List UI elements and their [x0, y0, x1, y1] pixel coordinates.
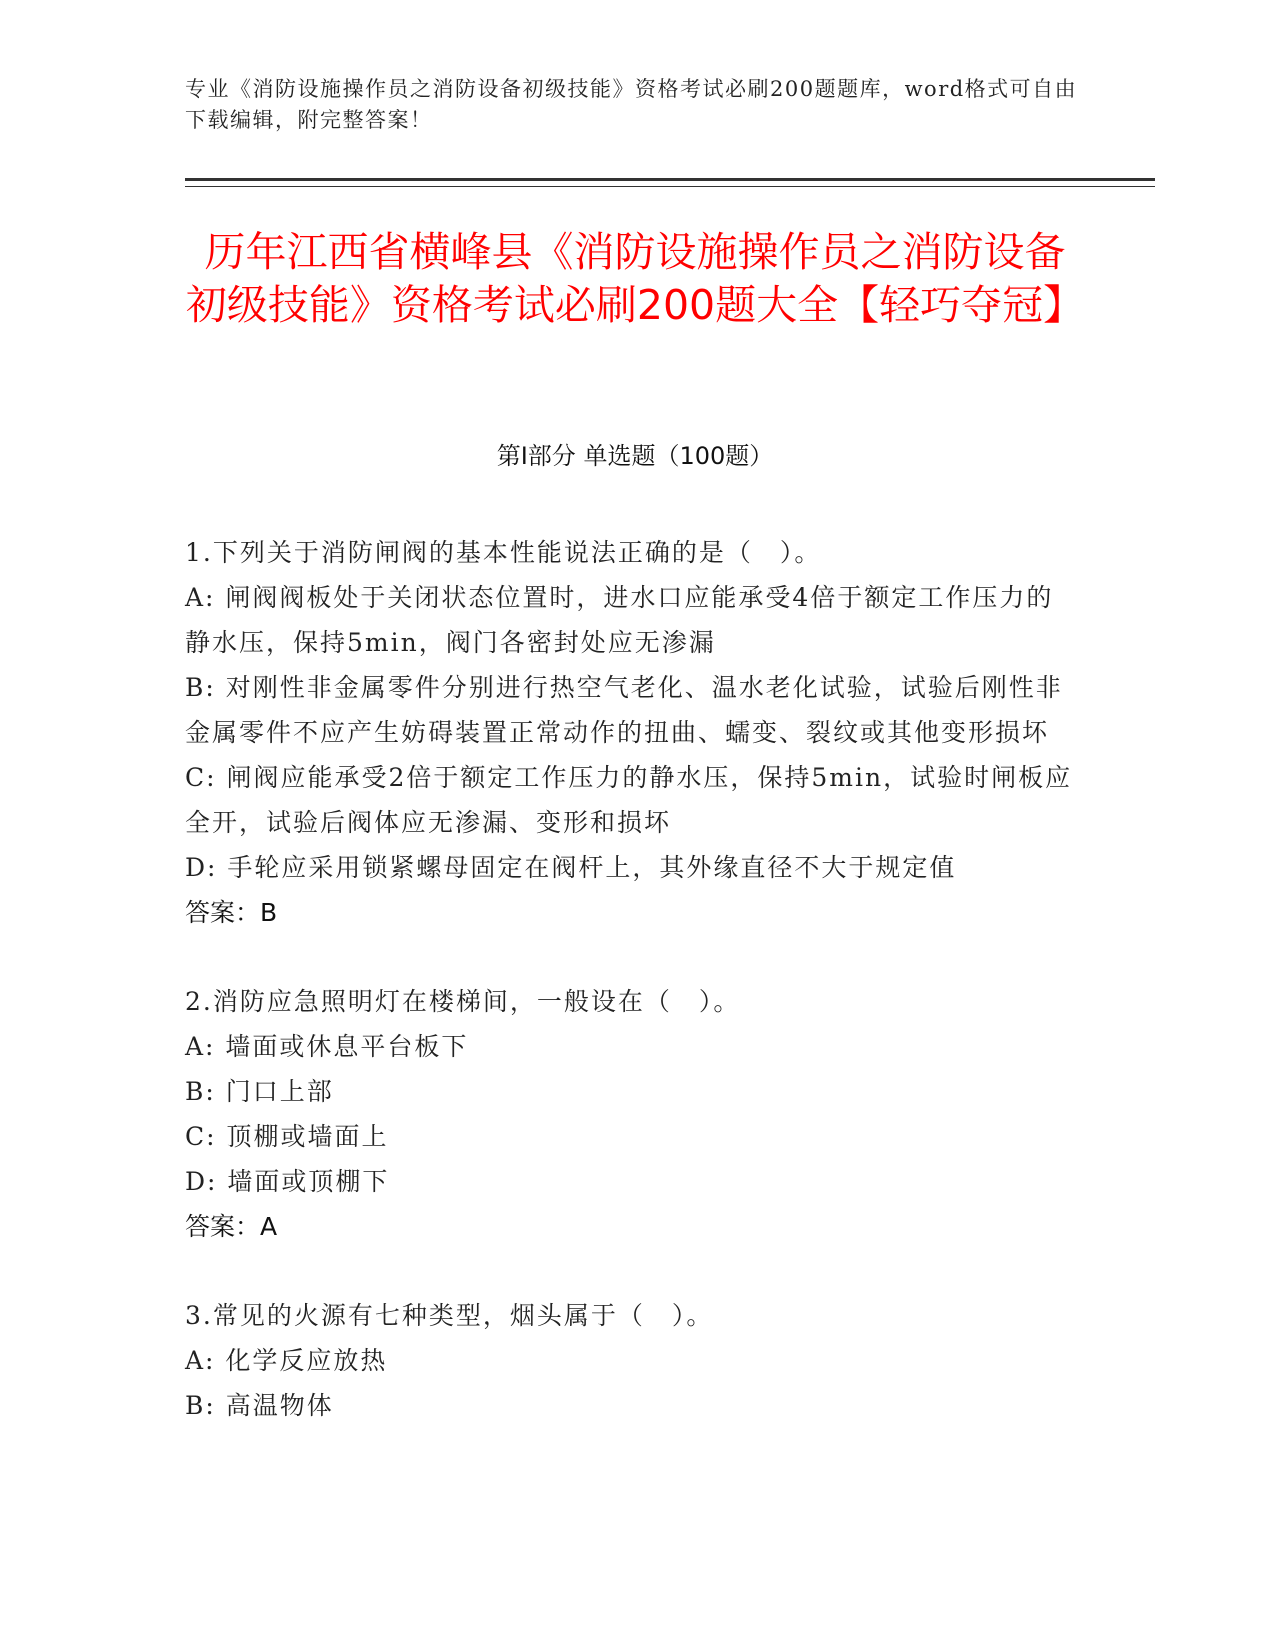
document-title: 历年江西省横峰县《消防设施操作员之消防设备初级技能》资格考试必刷200题大全【轻巧夺冠】: [185, 228, 1085, 329]
option-b: B: 对刚性非金属零件分别进行热空气老化、温水老化试验，试验后刚性非金属零件不应产生妨碍装置正常动作的扭曲、蠕变、裂纹或其他变形损坏: [185, 673, 1063, 747]
option-c: C: 闸阀应能承受2倍于额定工作压力的静水压，保持5min，试验时闸板应全开，试验后阀体应无渗漏、变形和损坏: [185, 763, 1073, 837]
option-a: A: 闸阀阀板处于关闭状态位置时，进水口应能承受4倍于额定工作压力的静水压，保持5min，阀门各密封处应无渗漏: [185, 583, 1054, 657]
option-d: D: 手轮应采用锁紧螺母固定在阀杆上，其外缘直径不大于规定值: [185, 853, 957, 882]
question-3: [185, 1293, 1075, 1428]
question-2: [185, 979, 1075, 1249]
section-title: 第Ⅰ部分 单选题（100题）: [496, 442, 774, 470]
option-b: B: 高温物体: [185, 1391, 334, 1420]
option-b: B: 门口上部: [185, 1077, 334, 1106]
header-divider-thin: [185, 186, 1155, 187]
option-c: C: 顶棚或墙面上: [185, 1122, 389, 1151]
question-stem: 2.消防应急照明灯在楼梯间，一般设在（ ）。: [185, 987, 741, 1016]
answer: 答案：B: [185, 898, 278, 927]
question-list: [185, 530, 1075, 1472]
option-d: D: 墙面或顶棚下: [185, 1167, 390, 1196]
question-1: [185, 530, 1075, 935]
option-a: A: 化学反应放热: [185, 1346, 388, 1375]
answer: 答案：A: [185, 1212, 278, 1241]
question-stem: 1.下列关于消防闸阀的基本性能说法正确的是（ ）。: [185, 538, 822, 567]
question-stem: 3.常见的火源有七种类型，烟头属于（ ）。: [185, 1301, 714, 1330]
header-divider-thick: [185, 178, 1155, 181]
option-a: A: 墙面或休息平台板下: [185, 1032, 469, 1061]
header-note: 专业《消防设施操作员之消防设备初级技能》资格考试必刷200题题库，word格式可自由下载编辑，附完整答案！: [185, 77, 1078, 132]
